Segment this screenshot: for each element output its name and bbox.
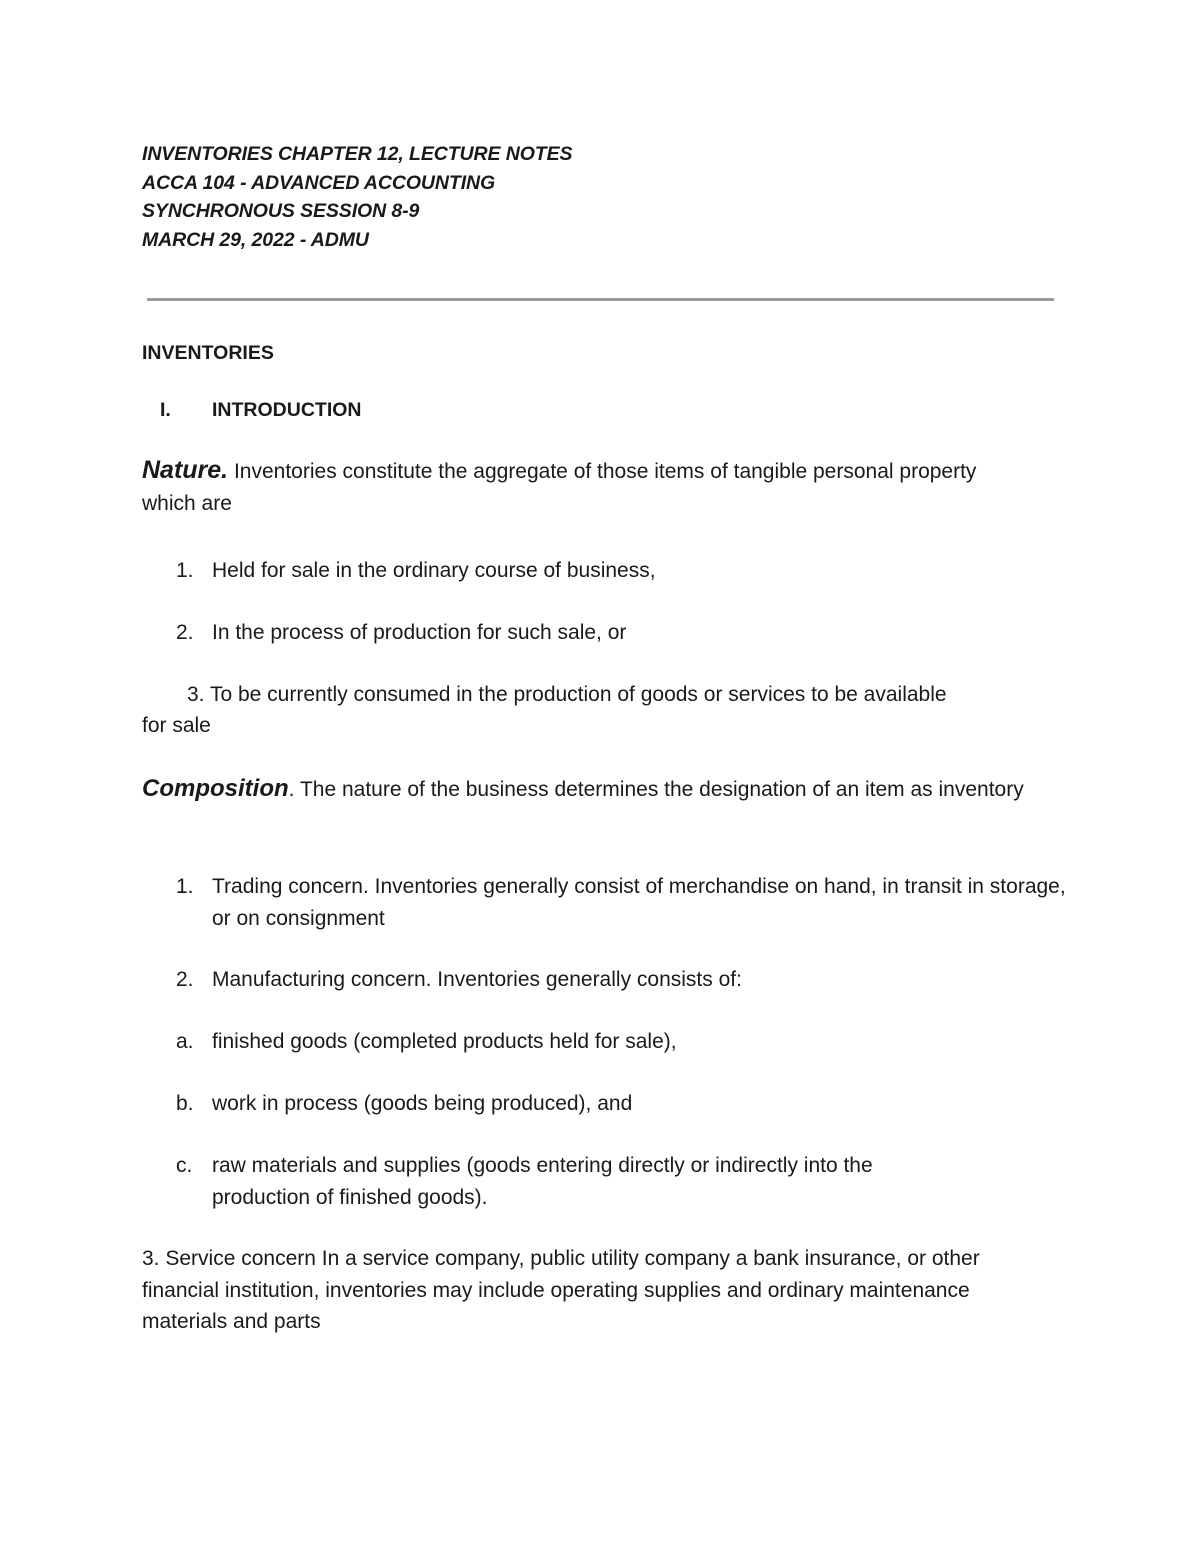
list-marker: a. bbox=[176, 1030, 194, 1053]
nature-item3-line2: for sale bbox=[142, 714, 211, 737]
list-marker: 2. bbox=[176, 968, 194, 991]
composition-lead: Composition bbox=[142, 775, 289, 802]
document-header bbox=[142, 140, 572, 255]
nature-lead: Nature. bbox=[142, 456, 229, 484]
list-marker: 1. bbox=[176, 875, 194, 898]
header-course: ACCA 104 - ADVANCED ACCOUNTING bbox=[142, 171, 496, 194]
subsection-numeral: I. bbox=[160, 399, 171, 421]
header-date: MARCH 29, 2022 - ADMU bbox=[142, 229, 369, 252]
nature-paragraph bbox=[142, 455, 1022, 519]
list-marker: b. bbox=[176, 1092, 194, 1115]
list-item-text: finished goods (completed products held for sale), bbox=[212, 1030, 677, 1053]
list-marker: 2. bbox=[176, 621, 194, 644]
list-item-text: Held for sale in the ordinary course of business, bbox=[212, 559, 656, 582]
list-item-text: In the process of production for such sale, or bbox=[212, 621, 627, 644]
service-concern-paragraph: 3. Service concern In a service company, public utility company a bank insurance, or other financial institution, inventories may include operating supplies and ordinary maintenance materials and parts bbox=[142, 1247, 980, 1333]
list-marker: c. bbox=[176, 1154, 193, 1177]
composition-paragraph bbox=[142, 773, 1042, 806]
list-item-text: Manufacturing concern. Inventories generally consists of: bbox=[212, 968, 742, 991]
nature-item3-line1: 3. To be currently consumed in the production of goods or services to be available bbox=[187, 683, 947, 706]
list-marker: 1. bbox=[176, 559, 194, 582]
subsection-title: INTRODUCTION bbox=[212, 399, 362, 421]
list-item-text: work in process (goods being produced), and bbox=[212, 1092, 633, 1115]
composition-text: . The nature of the business determines the designation of an item as inventory bbox=[288, 778, 1024, 801]
header-title: INVENTORIES CHAPTER 12, LECTURE NOTES bbox=[142, 143, 573, 165]
section-title: INVENTORIES bbox=[142, 342, 274, 364]
horizontal-rule bbox=[147, 298, 1054, 301]
header-session: SYNCHRONOUS SESSION 8-9 bbox=[142, 200, 420, 223]
list-item-text: Trading concern. Inventories generally consist of merchandise on hand, in transit in storage, or on consignment bbox=[212, 875, 1066, 930]
list-item-text: raw materials and supplies (goods entering directly or indirectly into the production of finished goods). bbox=[212, 1154, 873, 1209]
nature-text: Inventories constitute the aggregate of those items of tangible personal property which are bbox=[142, 460, 977, 515]
